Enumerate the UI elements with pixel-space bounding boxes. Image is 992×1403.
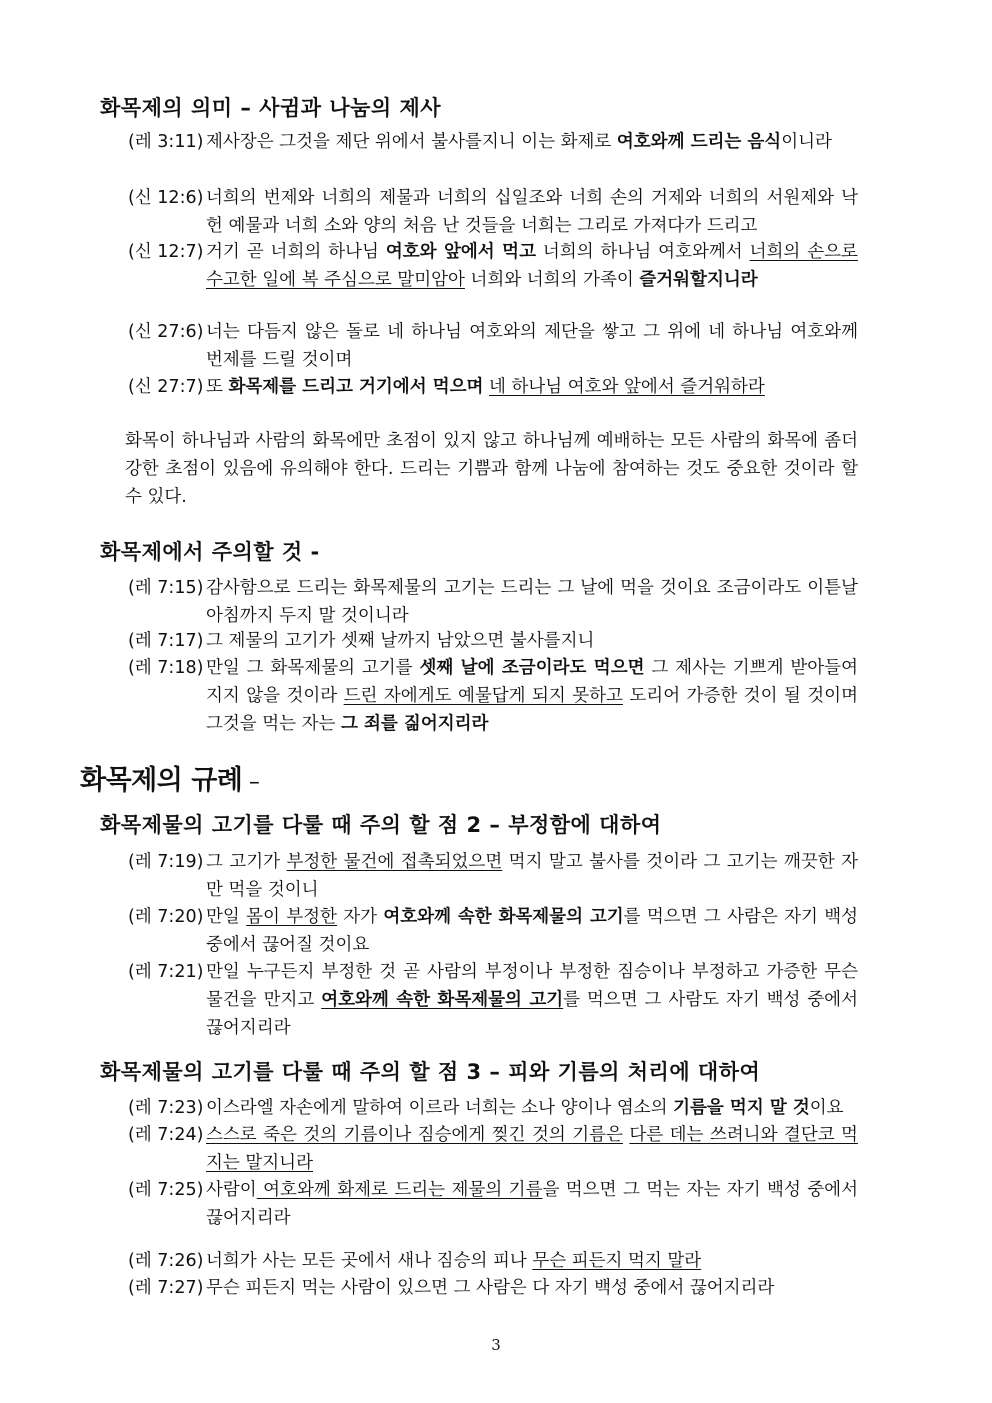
verse-ref: (레 7:23): [128, 1098, 204, 1118]
verse-lev-7-18: [128, 654, 858, 738]
verse-ref: (신 12:6): [128, 188, 204, 208]
verse-text: 를 먹으면 그 사람도 자기 백성 중에서 끊어지리라: [206, 990, 858, 1038]
main-heading-regulations: [80, 758, 259, 797]
verse-text: 너는 다듬지 않은 돌로 네 하나님 여호와의 제단을 쌓고 그 위에 네 하나님 여호와께 번제를 드릴 것이며: [206, 322, 858, 370]
verse-text: 그 고기가: [206, 852, 287, 872]
section-heading-impurity: 화목제물의 고기를 다룰 때 주의 할 점 2 – 부정함에 대하여: [100, 813, 662, 837]
main-heading-dash: –: [242, 770, 260, 795]
verse-underline: 네 하나님 여호와 앞에서 즐거워하라: [489, 377, 765, 397]
verse-underline: 부정한 물건에 접촉되었으면: [286, 852, 503, 872]
verse-text: 감사함으로 드리는 화목제물의 고기는 드리는 그 날에 먹을 것이요 조금이라도 이튿날 아침까지 두지 말 것이니라: [206, 578, 858, 626]
verse-ref: (레 7:26): [128, 1251, 204, 1271]
verse-lev-7-23: [128, 1094, 858, 1122]
verse-underline: 드린 자에게도 예물답게 되지 못하고: [343, 686, 623, 706]
verse-bold: 화목제를 드리고 거기에서 먹으며: [228, 377, 484, 397]
section-heading-blood-fat: 화목제물의 고기를 다룰 때 주의 할 점 3 – 피와 기름의 처리에 대하여: [100, 1060, 761, 1084]
verse-ref: (신 12:7): [128, 242, 204, 262]
verse-underline: 몸이 부정한: [246, 907, 337, 927]
verse-bold: 여호와께 드리는 음식: [616, 132, 782, 152]
verse-text: 그 제사는 기쁘게 받아들여지지 않을 것이라: [206, 658, 858, 706]
verse-text: 또: [206, 377, 229, 397]
verse-ref: (레 7:25): [128, 1180, 204, 1200]
verse-text: 거기 곧 너희의 하나님: [206, 242, 386, 262]
section-heading-meaning: 화목제의 의미 – 사귐과 나눔의 제사: [100, 96, 442, 120]
verse-bold: 그 죄를 짊어지리라: [341, 714, 489, 734]
verse-lev-7-27: [128, 1274, 858, 1302]
verse-text: 만일: [206, 907, 247, 927]
verse-text: 을 먹으면 그 먹는 자는 자기 백성 중에서 끊어지리라: [206, 1180, 858, 1228]
main-heading-text: 화목제의 규례: [80, 765, 243, 796]
verse-text: 너희가 사는 모든 곳에서 새나 짐승의 피나: [206, 1251, 533, 1271]
verse-text: 너희의 하나님 여호와께서: [535, 242, 750, 262]
verse-bold-underline: 여호와께 속한 화목제물의 고기: [321, 990, 564, 1010]
verse-underline: 스스로 죽은 것의 기름이나 짐승에게 찢긴 것의 기름은: [206, 1125, 623, 1145]
verse-underline: 다른 데는 쓰려니와 결단코 먹지는 말지니라: [206, 1125, 858, 1173]
verse-lev-7-21: [128, 958, 858, 1042]
verse-lev-7-20: [128, 903, 858, 959]
verse-lev-7-17: [128, 627, 858, 655]
verse-text: 이니라: [781, 132, 832, 152]
verse-text: 너희와 너희의 가족이: [464, 270, 640, 290]
verse-text: 만일 그 화목제물의 고기를: [206, 658, 420, 678]
verse-underline: 무슨 피든지 먹지 말라: [532, 1251, 702, 1271]
verse-text: 너희의 번제와 너희의 제물과 너희의 십일조와 너희 손의 거제와 너희의 서원제와 낙헌 예물과 너희 소와 양의 처음 난 것들을 너희는 그리로 가져다가 드리고: [206, 188, 858, 236]
verse-ref: (신 27:7): [128, 377, 204, 397]
verse-underline: 너희의 손으로 수고한 일에 복 주심으로 말미암아: [206, 242, 858, 290]
verse-text: 이요: [809, 1098, 844, 1118]
section-heading-caution: 화목제에서 주의할 것 -: [100, 540, 320, 564]
verse-ref: (신 27:6): [128, 322, 204, 342]
verse-ref: (레 3:11): [128, 132, 204, 152]
verse-ref: (레 7:17): [128, 631, 204, 651]
verse-lev-3-11: [128, 128, 858, 156]
verse-text: 무슨 피든지 먹는 사람이 있으면 그 사람은 다 자기 백성 중에서 끊어지리라: [206, 1278, 775, 1298]
verse-lev-7-15: [128, 574, 858, 630]
verse-deut-27-6: [128, 318, 858, 374]
verse-deut-27-7: [128, 373, 858, 401]
verse-ref: (레 7:21): [128, 962, 204, 982]
verse-text: 를 먹으면 그 사람은 자기 백성 중에서 끊어질 것이요: [206, 907, 859, 955]
verse-text: 사람이: [206, 1180, 257, 1200]
verse-bold: 즐거워할지니라: [639, 270, 758, 290]
commentary-paragraph: 화목이 하나님과 사람의 화목에만 초점이 있지 않고 하나님께 예배하는 모든 사람의 화목에 좀더 강한 초점이 있음에 유의해야 한다. 드리는 기쁨과 함께 나눔에 참여하는 것도 중요한 것이라 할 수 있다.: [125, 431, 858, 507]
verse-ref: (레 7:18): [128, 658, 204, 678]
verse-text: 자가: [336, 907, 384, 927]
verse-lev-7-24: [128, 1121, 858, 1177]
verse-text: 제사장은 그것을 제단 위에서 불사를지니 이는 화제로: [206, 132, 617, 152]
verse-ref: (레 7:19): [128, 852, 204, 872]
verse-text: 만일 누구든지 부정한 것 곧 사람의 부정이나 부정한 짐승이나 부정하고 가증한 무슨 물건을 만지고: [206, 962, 858, 1010]
verse-bold: 여호와 앞에서 먹고: [385, 242, 536, 262]
verse-ref: (레 7:27): [128, 1278, 204, 1298]
verse-ref: (레 7:24): [128, 1125, 204, 1145]
verse-lev-7-26: [128, 1247, 858, 1275]
verse-text: 이스라엘 자손에게 말하여 이르라 너희는 소나 양이나 염소의: [206, 1098, 674, 1118]
verse-deut-12-7: [128, 238, 858, 294]
verse-bold: 셋째 날에 조금이라도 먹으면: [419, 658, 645, 678]
verse-text: 도리어 가증한 것이 될 것이며 그것을 먹는 자는: [206, 686, 858, 734]
page-number: 3: [491, 1336, 501, 1354]
verse-lev-7-19: [128, 848, 858, 904]
verse-text: 그 제물의 고기가 셋째 날까지 남았으면 불사를지니: [206, 631, 595, 651]
verse-lev-7-25: [128, 1176, 858, 1232]
verse-underline: 여호와께 화제로 드리는 제물의 기름: [256, 1180, 543, 1200]
verse-bold: 기름을 먹지 말 것: [673, 1098, 810, 1118]
verse-text: 먹지 말고 불사를 것이라 그 고기는 깨끗한 자만 먹을 것이니: [206, 852, 858, 900]
verse-bold: 여호와께 속한 화목제물의 고기: [383, 907, 624, 927]
verse-ref: (레 7:15): [128, 578, 204, 598]
verse-deut-12-6: [128, 184, 858, 240]
verse-ref: (레 7:20): [128, 907, 204, 927]
